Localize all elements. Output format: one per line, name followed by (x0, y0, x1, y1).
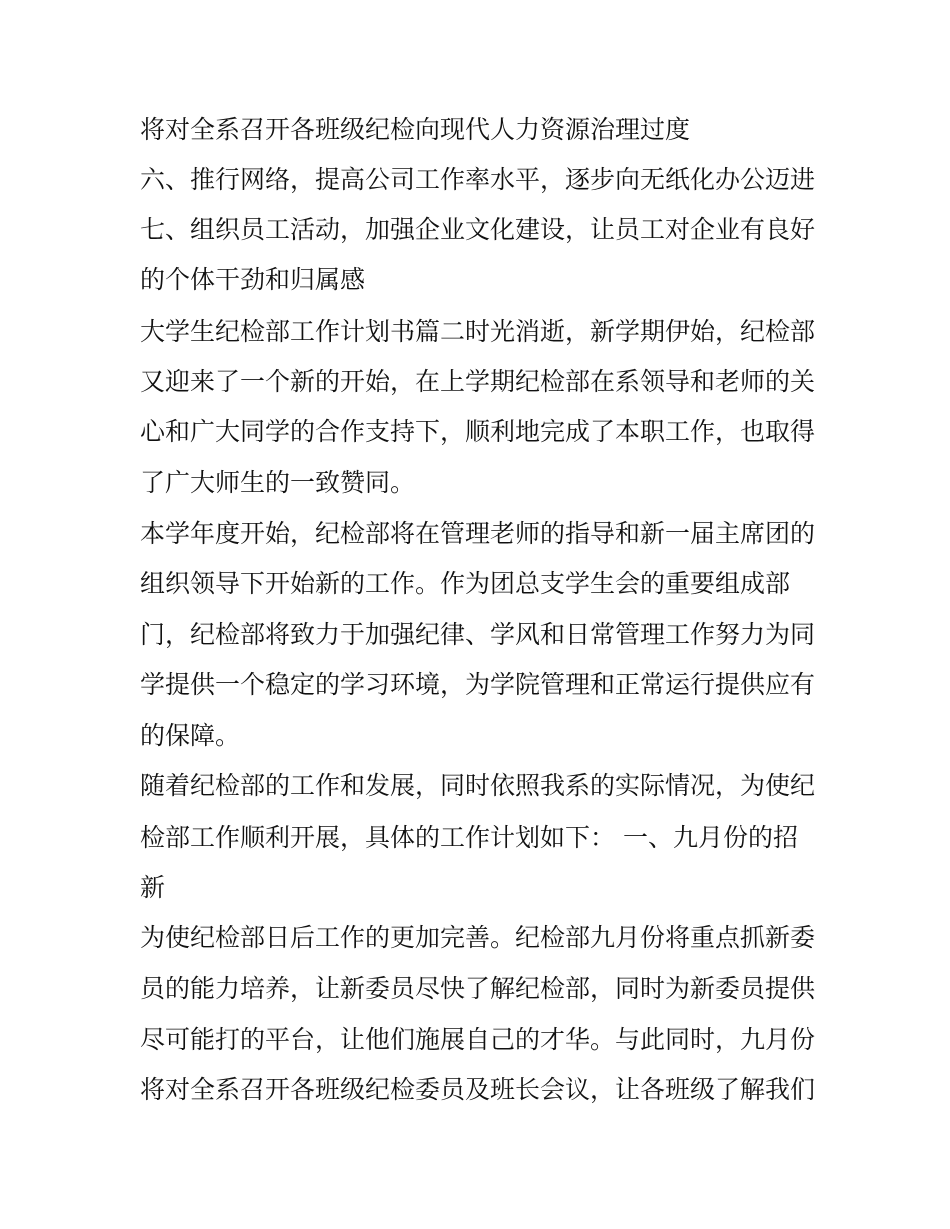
text-line: 的个体干劲和归属感 (140, 265, 366, 294)
text-line: 检部工作顺利开展，具体的工作计划如下： 一、九月份的招 (140, 823, 798, 852)
text-line: 又迎来了一个新的开始，在上学期纪检部在系领导和老师的关 (140, 367, 816, 396)
text-line: 心和广大同学的合作支持下，顺利地完成了本职工作，也取得 (140, 417, 816, 446)
text-line: 将对全系召开各班级纪检向现代人力资源治理过度 (140, 115, 691, 144)
text-line: 随着纪检部的工作和发展，同时依照我系的实际情况，为使纪 (140, 771, 816, 800)
text-line: 七、组织员工活动，加强企业文化建设，让员工对企业有良好 (140, 215, 816, 244)
text-line: 本学年度开始，纪检部将在管理老师的指导和新一届主席团的 (140, 519, 816, 548)
text-line: 六、推行网络，提高公司工作率水平，逐步向无纸化办公迈进 (140, 165, 816, 194)
text-line: 将对全系召开各班级纪检委员及班长会议，让各班级了解我们 (140, 1075, 816, 1104)
text-line: 员的能力培养，让新委员尽快了解纪检部，同时为新委员提供 (140, 974, 816, 1003)
text-line: 新 (140, 873, 166, 902)
text-line: 组织领导下开始新的工作。作为团总支学生会的重要组成部 (140, 569, 791, 598)
text-line: 了广大师生的一致赞同。 (140, 468, 416, 497)
text-line: 尽可能打的平台，让他们施展自己的才华。与此同时，九月份 (140, 1025, 816, 1054)
text-line: 为使纪检部日后工作的更加完善。纪检部九月份将重点抓新委 (140, 923, 816, 952)
text-line: 的保障。 (140, 721, 241, 750)
text-line: 大学生纪检部工作计划书篇二时光消逝，新学期伊始，纪检部 (140, 317, 816, 346)
text-line: 学提供一个稳定的学习环境，为学院管理和正常运行提供应有 (140, 670, 816, 699)
text-line: 门，纪检部将致力于加强纪律、学风和日常管理工作努力为同 (140, 620, 816, 649)
